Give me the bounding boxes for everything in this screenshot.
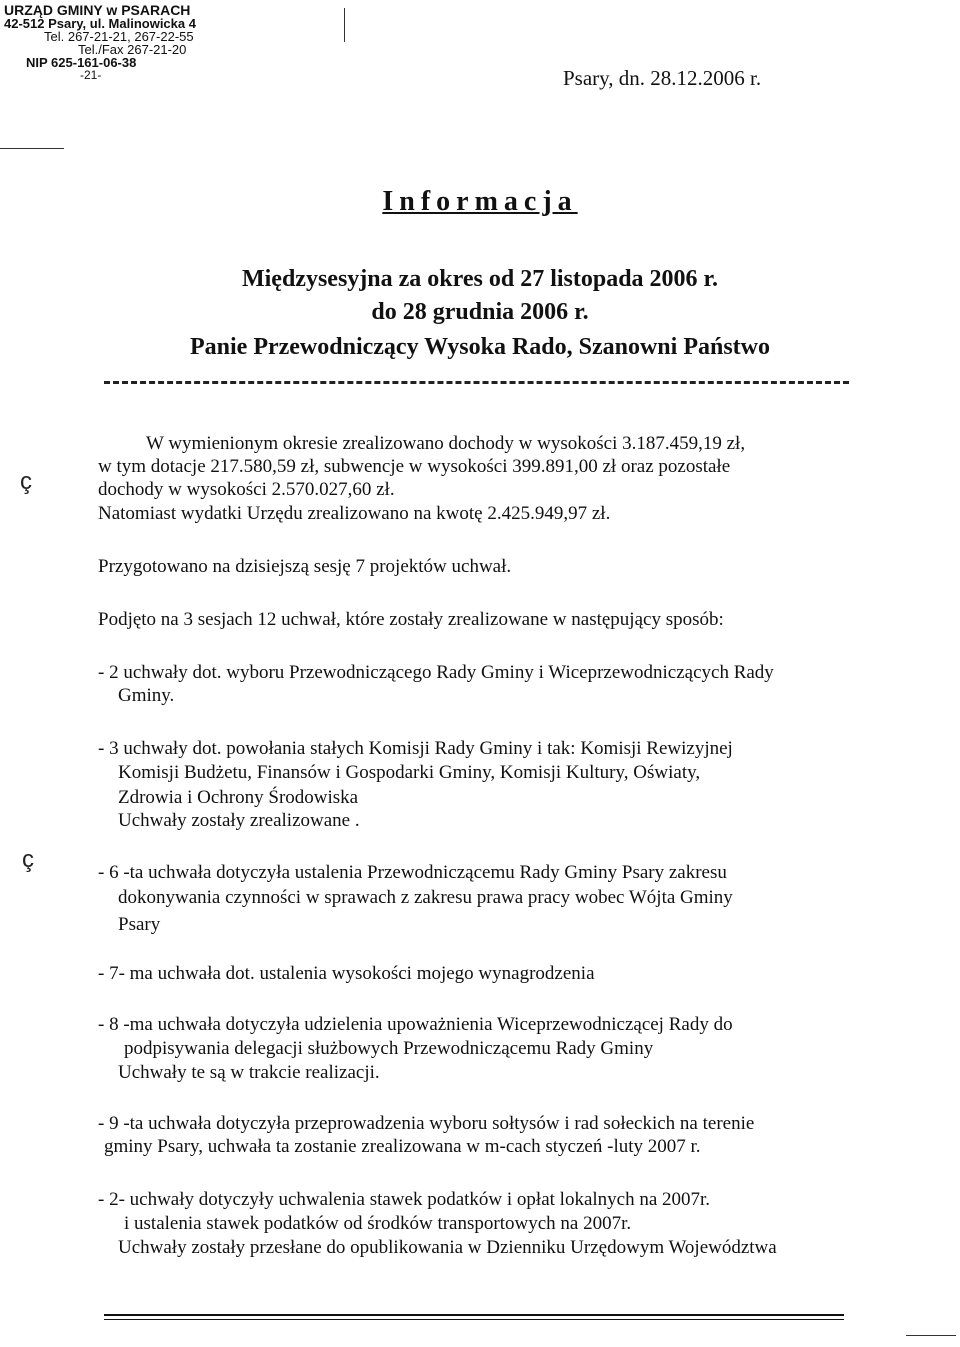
stamp-address: 42-512 Psary, ul. Malinowicka 4 xyxy=(4,16,196,31)
document-title: Informacja xyxy=(382,186,578,217)
stamp-nip: NIP 625-161-06-38 xyxy=(26,55,137,70)
list-item-continuation: Uchwały zostały zrealizowane . xyxy=(118,810,360,831)
list-item-continuation: Uchwały zostały przesłane do opublikowania w Dzienniku Urzędowym Województwa xyxy=(118,1237,777,1258)
paragraph-line: Natomiast wydatki Urzędu zrealizowano na kwotę 2.425.949,97 zł. xyxy=(98,503,611,524)
paragraph-line: dochody w wysokości 2.570.027,60 zł. xyxy=(98,479,395,500)
stamp-number: -21- xyxy=(80,68,102,82)
stamp-fax: Tel./Fax 267-21-20 xyxy=(78,42,187,57)
scan-stroke xyxy=(906,1335,956,1336)
list-item-continuation: Uchwały te są w trakcie realizacji. xyxy=(118,1062,380,1083)
list-item-continuation: i ustalenia stawek podatków od środków transportowych na 2007r. xyxy=(124,1213,632,1234)
list-item-continuation: Zdrowia i Ochrony Środowiska xyxy=(118,787,359,808)
stamp-office-name: URZĄD GMINY w PSARACH xyxy=(4,2,191,18)
fold-mark xyxy=(344,8,345,42)
list-item: - 3 uchwały dot. powołania stałych Komisji Rady Gminy i tak: Komisji Rewizyjnej xyxy=(98,738,733,759)
paragraph-line: Podjęto na 3 sesjach 12 uchwał, które zostały zrealizowane w następujący sposób: xyxy=(98,609,724,630)
paragraph-line: w tym dotacje 217.580,59 zł, subwencje w wysokości 399.891,00 zł oraz pozostałe xyxy=(98,456,731,477)
salutation: Panie Przewodniczący Wysoka Rado, Szanowni Państwo xyxy=(189,334,770,360)
bottom-rule xyxy=(104,1319,844,1320)
list-item-continuation: Gminy. xyxy=(118,685,175,706)
list-item: - 2- uchwały dotyczyły uchwalenia stawek podatków i opłat lokalnych na 2007r. xyxy=(98,1189,711,1210)
list-item-continuation: Psary xyxy=(118,914,161,935)
dashed-divider xyxy=(104,381,849,384)
list-item-continuation: podpisywania delegacji służbowych Przewodniczącemu Rady Gminy xyxy=(124,1038,654,1059)
document-date: Psary, dn. 28.12.2006 r. xyxy=(563,66,762,90)
subtitle-period-end: do 28 grudnia 2006 r. xyxy=(371,299,589,325)
list-item: - 9 -ta uchwała dotyczyła przeprowadzenia wyboru sołtysów i rad sołeckich na terenie xyxy=(98,1113,755,1134)
paragraph-line: W wymienionym okresie zrealizowano dochody w wysokości 3.187.459,19 zł, xyxy=(146,433,746,454)
subtitle-period: Międzysesyjna za okres od 27 listopada 2006 r. xyxy=(241,266,718,292)
office-stamp xyxy=(4,4,196,82)
margin-punch-mark: ç xyxy=(20,468,32,495)
list-item: - 7- ma uchwała dot. ustalenia wysokości mojego wynagrodzenia xyxy=(98,963,595,984)
bottom-rule xyxy=(104,1314,844,1316)
paragraph-line: Przygotowano na dzisiejszą sesję 7 projektów uchwał. xyxy=(98,556,512,577)
margin-punch-mark: ç xyxy=(22,846,34,873)
list-item-continuation: dokonywania czynności w sprawach z zakresu prawa pracy wobec Wójta Gminy xyxy=(118,887,733,908)
list-item-continuation: Komisji Budżetu, Finansów i Gospodarki Gminy, Komisji Kultury, Oświaty, xyxy=(118,762,701,783)
list-item: - 8 -ma uchwała dotyczyła udzielenia upoważnienia Wiceprzewodniczącej Rady do xyxy=(98,1014,733,1035)
list-item: - 2 uchwały dot. wyboru Przewodniczącego Rady Gminy i Wiceprzewodniczących Rady xyxy=(98,662,774,683)
stamp-phone: Tel. 267-21-21, 267-22-55 xyxy=(44,29,194,44)
list-item-continuation: gminy Psary, uchwała ta zostanie zrealizowana w m-cach styczeń -luty 2007 r. xyxy=(104,1136,701,1157)
scan-stroke xyxy=(0,148,64,149)
list-item: - 6 -ta uchwała dotyczyła ustalenia Przewodniczącemu Rady Gminy Psary zakresu xyxy=(98,862,727,883)
